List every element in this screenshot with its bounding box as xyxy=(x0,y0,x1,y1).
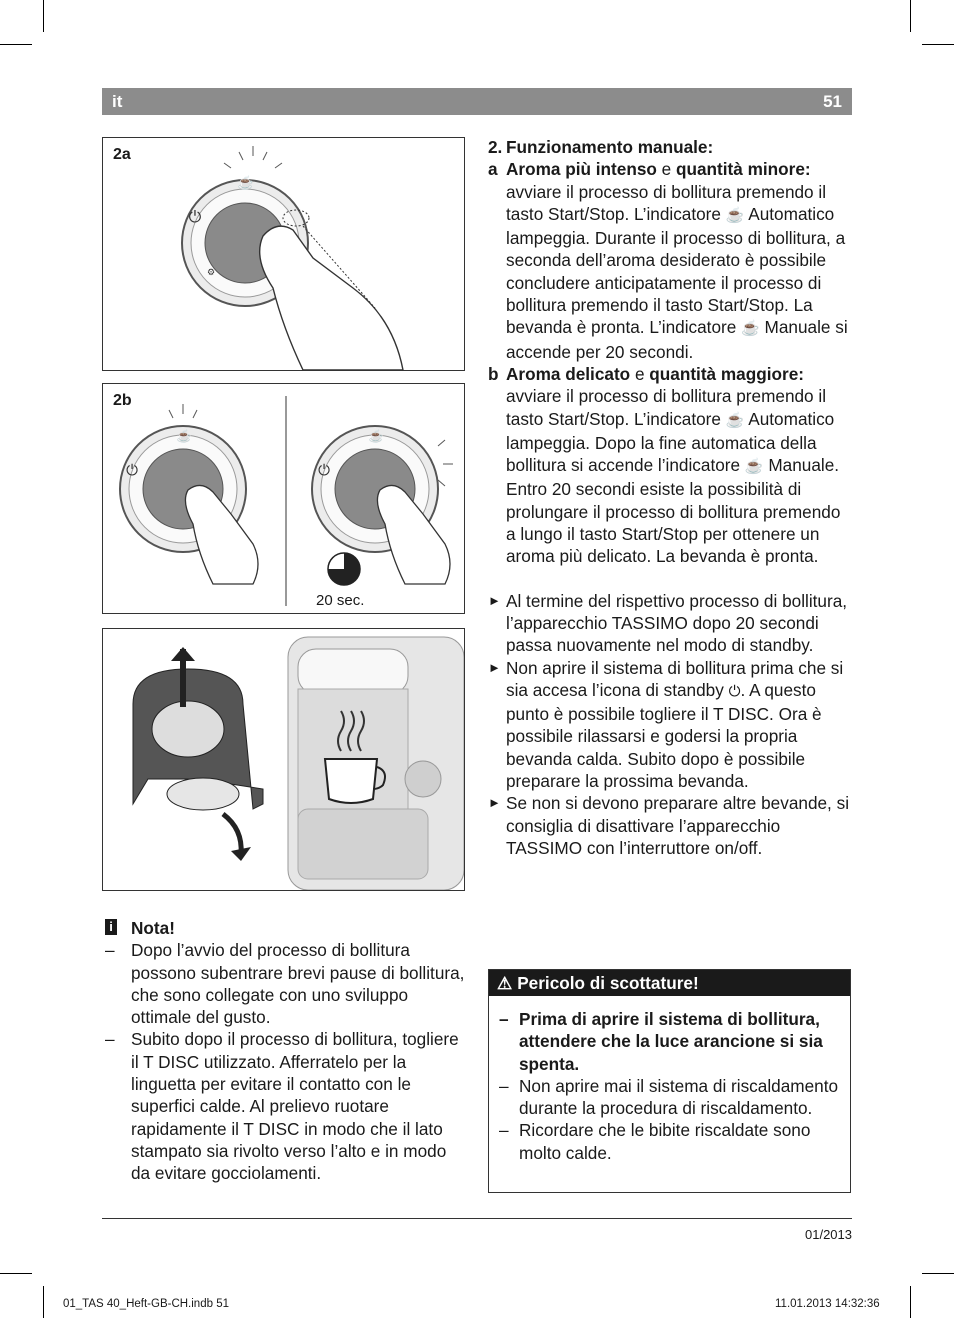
warning-title: Pericolo di scottature! xyxy=(517,973,699,993)
bullet-text: Se non si devono preparare altre bevande, si consiglia di disattivare l’apparecchio TASSIMO con l’interruttore on/off. xyxy=(506,793,850,858)
note-item: – Dopo l’avvio del processo di bollitura possono subentrare brevi pause di bollitura, che sono collegate con uno sviluppo ottimale del gusto. xyxy=(102,939,470,1028)
warning-triangle-icon: ⚠ xyxy=(497,973,513,993)
svg-text:☕: ☕ xyxy=(176,429,192,443)
automatic-cup-icon: ☕ xyxy=(725,206,745,224)
step-text: avviare il processo di bollitura premendo il tasto Start/Stop. L’indicatore xyxy=(506,386,827,429)
warning-box xyxy=(488,969,851,1193)
step-conjunction: e xyxy=(630,363,650,384)
step-title-1: Aroma più intenso xyxy=(506,159,657,180)
note-section xyxy=(102,917,470,1185)
warning-item: – Non aprire mai il sistema di riscaldamento durante la procedura di riscaldamento. xyxy=(499,1075,844,1120)
step-title-2: quantità maggiore: xyxy=(649,363,804,384)
svg-text:☕: ☕ xyxy=(368,429,384,443)
tassimo-machine-illustration xyxy=(103,629,464,890)
warning-item: – Prima di aprire il sistema di bollitura, attendere che la luce arancione si sia spenta. xyxy=(499,1008,844,1075)
control-panel-press-illustration xyxy=(103,138,464,370)
svg-text:⏻: ⏻ xyxy=(126,462,138,479)
step-text: Automatico lampeggia. Durante il processo di bollitura, a seconda dell’aroma desiderato è possibile concludere anticipatamente il processo di bollitura premendo il tasto Start/Stop. La bevanda è pronta. L’indicatore xyxy=(506,203,846,338)
crop-mark xyxy=(43,1286,44,1318)
footer-date: 01/2013 xyxy=(805,1227,852,1242)
step-b xyxy=(488,363,852,568)
bullet-text: Non aprire il sistema di bollitura prima che si sia accesa l’icona di standby xyxy=(506,657,844,700)
note-title: Nota! xyxy=(131,918,175,938)
control-panel-timer-illustration xyxy=(103,384,464,613)
step-text: Automatico lampeggia. Dopo la fine automatica della bollitura si accende l’indicatore xyxy=(506,408,835,476)
crop-mark xyxy=(43,0,44,32)
step-letter: b xyxy=(488,363,499,384)
crop-mark xyxy=(910,1286,911,1318)
manual-operation-section xyxy=(488,136,852,859)
crop-mark xyxy=(922,1273,954,1274)
note-item: – Subito dopo il processo di bollitura, togliere il T DISC utilizzato. Afferratelo per la linguetta per evitare il contatto con le superfici calde. Al prelievo ruotare rapidamente il T DISC in modo che il lato stampato sia rivolto verso l’alto e in modo da evitare gocciolamenti. xyxy=(102,1028,470,1184)
section-heading xyxy=(488,136,852,158)
bullet-arrow-icon: ► xyxy=(488,659,501,675)
svg-text:⚙: ⚙ xyxy=(206,267,216,277)
spacer xyxy=(488,568,852,590)
figure-label: 2b xyxy=(113,392,132,409)
bullet-item xyxy=(488,792,852,859)
timer-label: 20 sec. xyxy=(316,592,365,609)
svg-text:⏻: ⏻ xyxy=(188,209,202,226)
bullet-arrow-icon: ► xyxy=(488,592,501,608)
step-text: Manuale. Entro 20 secondi esiste la possibilità di prolungare il processo di bollitura premendo a lungo il tasto Start/Stop per ottenere un aroma più delicato. La bevanda è pronta. xyxy=(506,455,841,567)
step-title-1: Aroma delicato xyxy=(506,363,631,384)
footer-divider xyxy=(102,1218,852,1219)
bullet-text: . A questo punto è possibile togliere il T DISC. Ora è possibile rilassarsi e godersi la propria bevanda calda. Subito dopo è possibile preparare la prossima bevanda. xyxy=(506,679,822,792)
warning-heading xyxy=(489,970,850,996)
figure-2a xyxy=(102,137,465,371)
print-slug-file: 01_TAS 40_Heft-GB-CH.indb 51 xyxy=(63,1298,229,1310)
page-number: 51 xyxy=(823,92,842,111)
automatic-cup-icon: ☕ xyxy=(725,411,745,429)
step-text: avviare il processo di bollitura premendo il tasto Start/Stop. L’indicatore xyxy=(506,181,827,224)
print-slug-timestamp: 11.01.2013 14:32:36 xyxy=(775,1298,880,1310)
bullet-item xyxy=(488,590,852,657)
warning-body xyxy=(489,996,850,1164)
standby-icon: ⏻ xyxy=(728,682,741,700)
manual-cup-icon: ☕ xyxy=(744,458,764,476)
language-code: it xyxy=(112,92,123,111)
svg-text:☕: ☕ xyxy=(237,175,255,190)
bullet-arrow-icon: ► xyxy=(488,795,501,811)
manual-cup-icon: ☕ xyxy=(741,320,760,338)
bullet-item xyxy=(488,657,852,793)
step-conjunction: e xyxy=(656,159,676,180)
step-a xyxy=(488,158,852,363)
crop-mark xyxy=(922,44,954,45)
note-heading xyxy=(102,917,470,939)
svg-text:⏻: ⏻ xyxy=(318,462,330,479)
info-icon: i xyxy=(105,919,117,935)
figure-2b xyxy=(102,383,465,614)
crop-mark xyxy=(0,1273,32,1274)
section-number: 2. xyxy=(488,137,503,157)
bullet-text: Al termine del rispettivo processo di bollitura, l’apparecchio TASSIMO dopo 20 secondi passa nuovamente nel modo di standby. xyxy=(506,590,848,656)
section-title: Funzionamento manuale: xyxy=(506,137,714,157)
step-title-2: quantità minore: xyxy=(676,159,811,180)
figure-label: 2a xyxy=(113,146,131,163)
crop-mark xyxy=(910,0,911,32)
step-text: Manuale si accende per 20 secondi. xyxy=(506,317,848,362)
page-header xyxy=(102,88,852,115)
figure-machine xyxy=(102,628,465,891)
step-letter: a xyxy=(488,159,498,180)
crop-mark xyxy=(0,44,32,45)
warning-item: – Ricordare che le bibite riscaldate sono molto calde. xyxy=(499,1119,844,1164)
